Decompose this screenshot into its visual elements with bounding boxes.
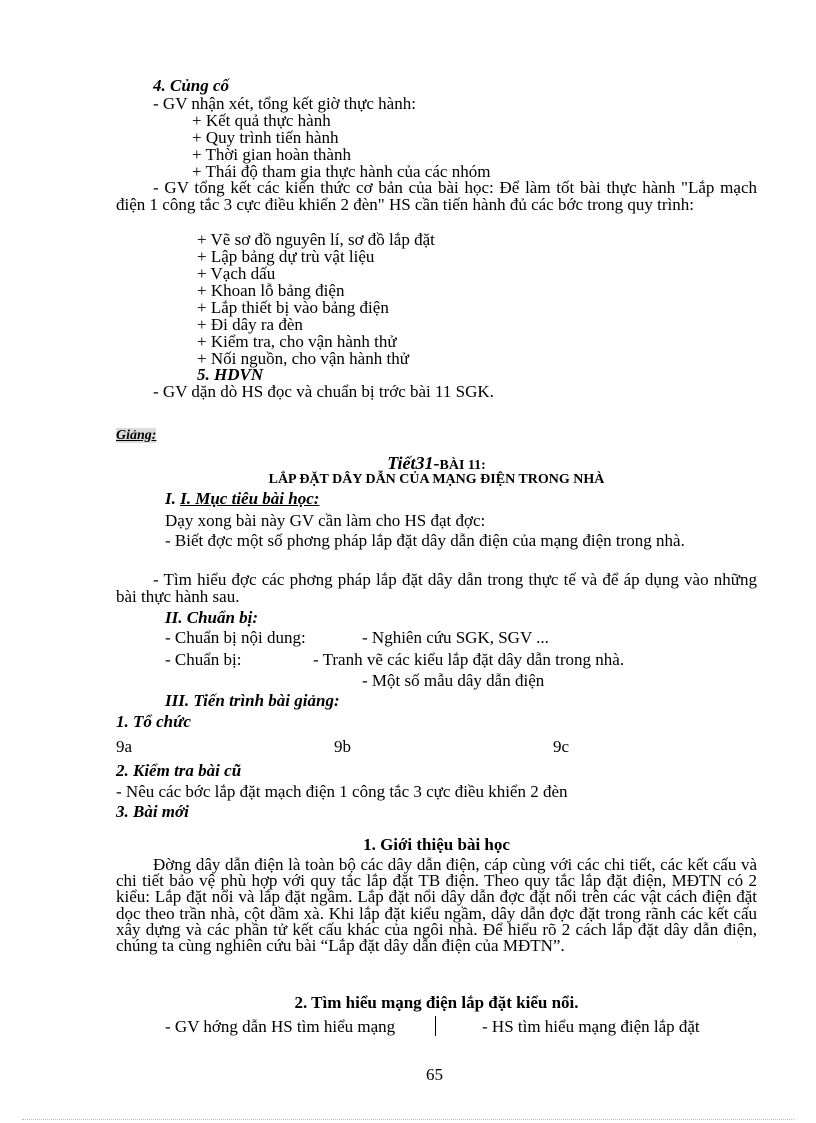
objective-item: - Biết đợc một số phơng pháp lắp đặt dây dẫn điện của mạng điện trong nhà. — [165, 531, 685, 550]
result-item: + Thái độ tham gia thực hành của các nhóm — [192, 162, 491, 181]
section2-heading: 2. Tìm hiểu mạng điện lắp đặt kiểu nổi. — [294, 993, 579, 1012]
consolidation-summary: - GV tổng kết các kiến thức cơ bản của bài học: Để làm tốt bài thực hành "Lắp mạch điện 1 công tắc 3 cực điều khiển 2 đèn" HS cần tiến hành đủ các bớc trong quy trình: — [116, 178, 757, 214]
procedure-step: + Đi dây ra đèn — [197, 315, 303, 334]
page-number: 65 — [426, 1065, 443, 1084]
procedure-step: + Kiểm tra, cho vận hành thử — [197, 332, 397, 351]
check-question: - Nêu các bớc lắp đặt mạch điện 1 công tắc 3 cực điều khiển 2 đèn — [116, 782, 568, 801]
process-heading: III. Tiến trình bài giảng: — [165, 691, 340, 710]
class-label: 9a — [116, 737, 133, 756]
homework-line: - GV dặn dò HS đọc và chuẩn bị trớc bài 11 SGK. — [153, 382, 494, 401]
giang-label: Giảng: — [116, 428, 157, 443]
new-lesson-heading: 3. Bài mới — [116, 802, 189, 821]
consolidation-intro: - GV nhận xét, tổng kết giờ thực hành: — [153, 94, 416, 113]
organization-heading: 1. Tổ chức — [116, 712, 191, 731]
result-item: + Quy trình tiến hành — [192, 128, 339, 147]
procedure-step: + Lập bảng dự trù vật liệu — [197, 247, 375, 266]
objective-item: - Tìm hiểu đợc các phơng pháp lắp đặt dây dẫn trong thực tế và để áp dụng vào những bài thực hành sau. — [116, 570, 757, 606]
intro-paragraph: Đờng dây dẫn điện là toàn bộ các dây dẫn điện, cáp cùng với các chi tiết, các kết cấu và chi tiết bảo vệ phù hợp với quy tắc lắp đặt TB điện. Theo quy tắc lắp đặt điện, MĐTN có 2 kiểu: Lắp đặt nổi và lắp đặt ngầm. Lắp đặt nổi dây dẫn đợc đặt nổi trên các vật cách điện đặt dọc theo trần nhà, cột dầm xà. Khi lắp đặt kiểu ngầm, dây dẫn đợc đặt trong rãnh các kết cấu xây dựng và các phần tử kết cấu khác của ngôi nhà. Để hiểu rõ 2 cách lắp đặt dây dẫn điện, chúng ta cùng nghiên cứu bài “Lắp đặt dây dẫn điện của MĐTN”. — [116, 855, 757, 956]
prep-materials-value: - Một số mẫu dây dẫn điện — [362, 671, 545, 690]
intro-heading: 1. Giới thiệu bài học — [363, 835, 510, 854]
procedure-step: + Lắp thiết bị vào bảng điện — [197, 298, 389, 317]
class-label: 9b — [334, 737, 351, 756]
objectives-intro: Dạy xong bài này GV cần làm cho HS đạt đợc: — [165, 511, 486, 530]
procedure-step: + Vẽ sơ đồ nguyên lí, sơ đồ lắp đặt — [197, 230, 435, 249]
period-label: Tiết31- — [387, 453, 440, 473]
procedure-step: + Khoan lỗ bảng điện — [197, 281, 345, 300]
check-heading: 2. Kiểm tra bài cũ — [116, 761, 242, 780]
prep-materials-value: - Tranh vẽ các kiểu lắp đặt dây dẫn trong nhà. — [313, 650, 625, 669]
prep-materials-label: - Chuẩn bị: — [165, 650, 242, 669]
lesson-label: BÀI 11: — [439, 458, 486, 473]
preparation-heading: II. Chuẩn bị: — [165, 608, 259, 627]
page-bottom-border — [22, 1119, 794, 1120]
homework-heading: 5. HDVN — [197, 365, 264, 384]
result-item: + Kết quả thực hành — [192, 111, 331, 130]
procedure-step: + Vạch dấu — [197, 264, 276, 283]
objectives-heading: I. I. Mục tiêu bài học: — [165, 489, 320, 508]
teacher-activity: - GV hớng dẫn HS tìm hiểu mạng — [165, 1017, 396, 1036]
lesson-title: LẮP ĐẶT DÂY DẪN CỦA MẠNG ĐIỆN TRONG NHÀ — [268, 472, 605, 487]
prep-content-label: - Chuẩn bị nội dung: — [165, 628, 306, 647]
procedure-step: + Nối nguồn, cho vận hành thử — [197, 349, 409, 368]
lesson-number — [116, 453, 757, 474]
student-activity: - HS tìm hiểu mạng điện lắp đặt — [482, 1017, 700, 1036]
prep-content-value: - Nghiên cứu SGK, SGV ... — [362, 628, 549, 647]
consolidation-heading: 4. Củng cố — [153, 76, 230, 95]
result-item: + Thời gian hoàn thành — [192, 145, 351, 164]
table-divider — [435, 1016, 436, 1036]
class-label: 9c — [553, 737, 570, 756]
